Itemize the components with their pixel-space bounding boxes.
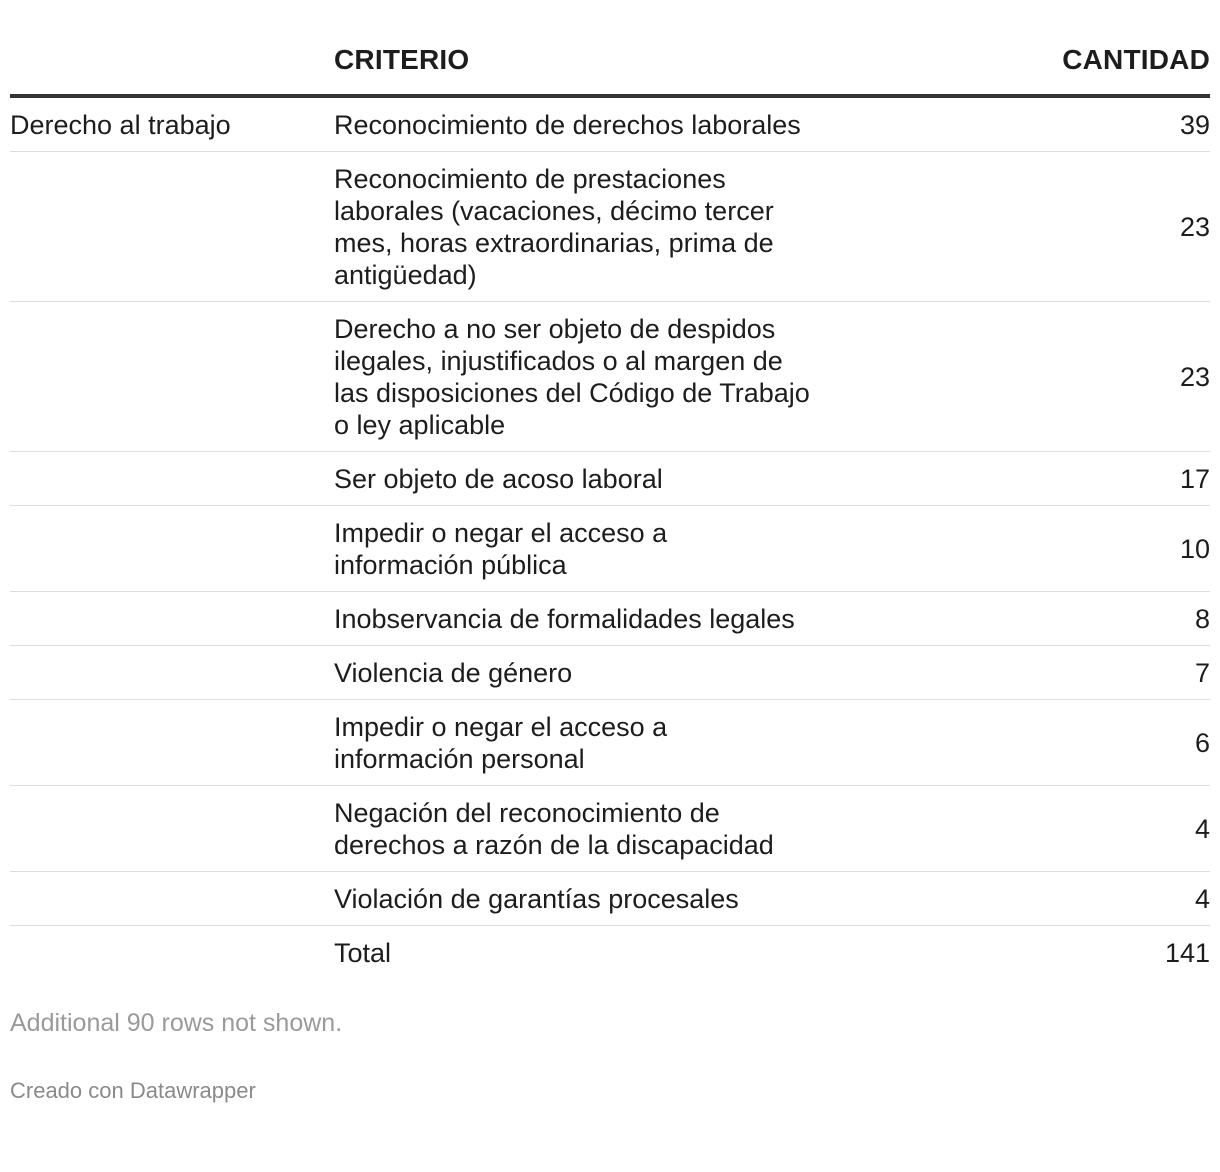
cell-group — [10, 700, 334, 786]
cell-criterio: Violación de garantías procesales — [334, 872, 810, 926]
cell-cantidad: 23 — [810, 152, 1210, 302]
column-header-criterio[interactable]: CRITERIO — [334, 44, 810, 96]
cell-group — [10, 302, 334, 452]
cell-criterio: Derecho a no ser objeto de despidos ilegales, injustificados o al margen de las disposiciones del Código de Trabajo o ley aplicable — [334, 302, 810, 452]
cell-group — [10, 152, 334, 302]
cell-criterio: Reconocimiento de derechos laborales — [334, 96, 810, 152]
cell-criterio: Impedir o negar el acceso a información personal — [334, 700, 810, 786]
cell-criterio: Total — [334, 938, 392, 968]
cell-criterio: Negación del reconocimiento de derechos a razón de la discapacidad — [334, 786, 810, 872]
table-row — [10, 872, 1210, 926]
cell-cantidad: 17 — [810, 452, 1210, 506]
cell-group — [10, 872, 334, 926]
cell-group — [10, 786, 334, 872]
data-table — [10, 44, 1210, 979]
cell-criterio: Ser objeto de acoso laboral — [334, 452, 810, 506]
datawrapper-table-chart — [10, 0, 1210, 1104]
table-row — [10, 452, 1210, 506]
cell-criterio: Violencia de género — [334, 646, 810, 700]
cell-group: Derecho al trabajo — [10, 96, 334, 152]
table-row — [10, 646, 1210, 700]
cell-group — [10, 452, 334, 506]
table-notes: Additional 90 rows not shown. — [10, 1009, 343, 1037]
cell-cantidad: 6 — [810, 700, 1210, 786]
cell-cantidad: 141 — [1164, 938, 1210, 968]
table-row — [10, 96, 1210, 152]
table-row — [10, 926, 1210, 980]
cell-cantidad: 4 — [810, 872, 1210, 926]
cell-criterio: Reconocimiento de prestaciones laborales (vacaciones, décimo tercer mes, horas extraordinarias, prima de antigüedad) — [334, 152, 810, 302]
cell-criterio: Inobservancia de formalidades legales — [334, 592, 810, 646]
cell-cantidad: 23 — [810, 302, 1210, 452]
cell-group — [10, 592, 334, 646]
table-header-row — [10, 44, 1210, 96]
cell-cantidad: 7 — [810, 646, 1210, 700]
cell-group — [10, 646, 334, 700]
table-row — [10, 302, 1210, 452]
cell-cantidad: 39 — [810, 96, 1210, 152]
table-row — [10, 506, 1210, 592]
cell-cantidad: 8 — [810, 592, 1210, 646]
credit-line: Creado con Datawrapper — [10, 1078, 256, 1103]
table-row — [10, 152, 1210, 302]
table-body — [10, 96, 1210, 979]
column-header-cantidad[interactable]: CANTIDAD — [810, 44, 1210, 96]
cell-group — [10, 506, 334, 592]
table-row — [10, 786, 1210, 872]
table-row — [10, 700, 1210, 786]
cell-cantidad: 10 — [810, 506, 1210, 592]
cell-group — [10, 926, 334, 980]
cell-criterio: Impedir o negar el acceso a información pública — [334, 506, 810, 592]
column-header-group[interactable] — [10, 44, 334, 96]
cell-cantidad: 4 — [810, 786, 1210, 872]
table-row — [10, 592, 1210, 646]
